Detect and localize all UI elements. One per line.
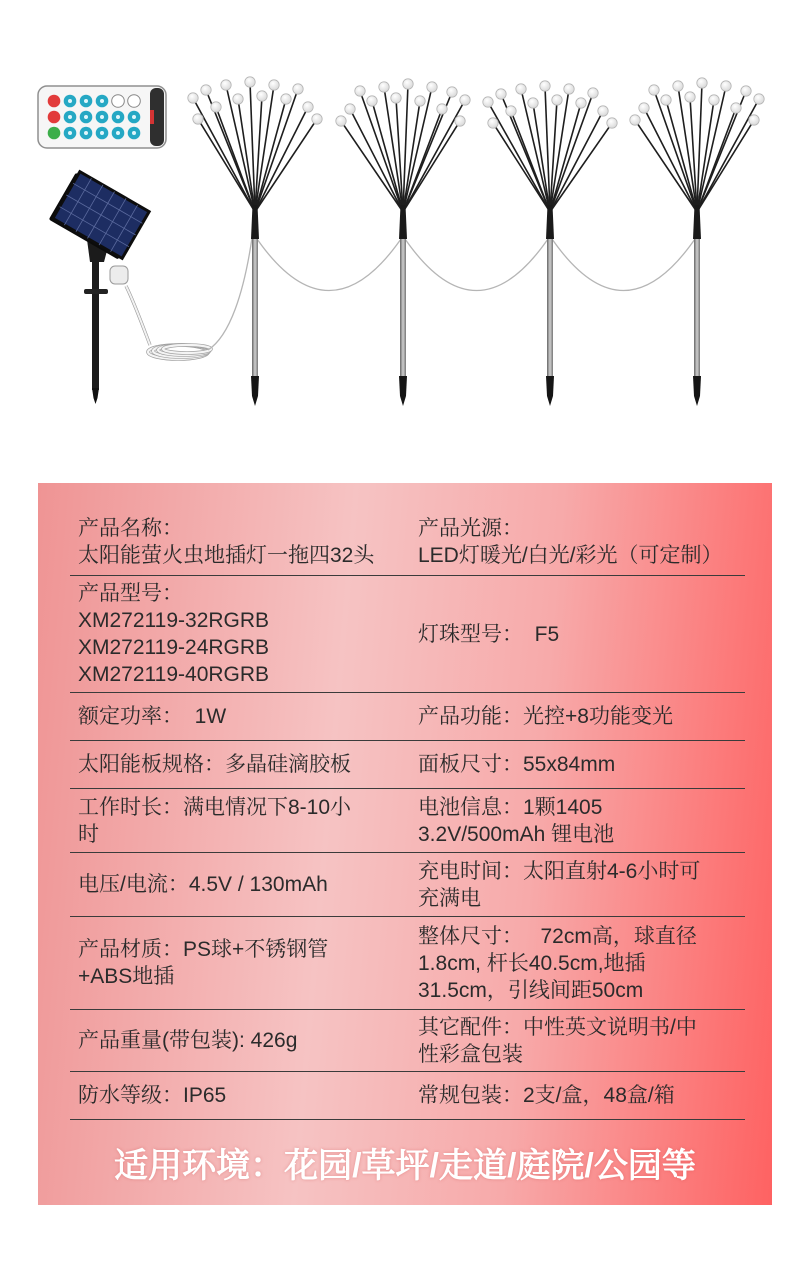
spec-light-source: [410, 508, 745, 575]
spec-row: [70, 789, 745, 853]
firefly-stem: [635, 120, 697, 212]
spec-accessories: [410, 1010, 745, 1071]
firefly-bulb: [721, 81, 731, 91]
firefly-stem: [216, 107, 255, 212]
firefly-bulb: [516, 84, 526, 94]
solar-panel-body: [49, 170, 149, 261]
light-pole: [547, 238, 553, 380]
firefly-bulb: [540, 81, 550, 91]
spec-panel-size: [410, 741, 745, 788]
panel-stake-tip: [92, 388, 99, 404]
spec-line: 产品光源：: [418, 516, 523, 540]
spec-line: 产品名称：: [78, 516, 183, 540]
remote-button: [48, 111, 61, 124]
product-illustration: [0, 0, 790, 480]
firefly-bulb: [685, 92, 695, 102]
spec-line: 太阳能萤火虫地插灯一拖四32头: [78, 543, 375, 567]
firefly-light: [188, 77, 322, 406]
panel-stake: [92, 256, 99, 390]
firefly-bulb: [355, 86, 365, 96]
firefly-bulb: [281, 94, 291, 104]
firefly-bulb: [598, 106, 608, 116]
firefly-bulb: [221, 80, 231, 90]
spec-line: 充电时间：太阳直射4-6小时可: [418, 859, 701, 883]
spec-battery: [410, 789, 745, 852]
panel-stake-plate: [84, 289, 108, 294]
remote-button-glyph: [84, 115, 88, 119]
light-link-wire: [403, 236, 550, 291]
stem-junction: [251, 205, 259, 239]
spec-overall-size: [410, 917, 745, 1009]
firefly-bulb: [639, 103, 649, 113]
spec-solar-panel: [70, 741, 410, 788]
spec-line: 常规包装：2支/盒，48盒/箱: [418, 1084, 675, 1107]
firefly-stem: [255, 99, 286, 212]
spec-row: [70, 1010, 745, 1072]
light-link-wire: [255, 236, 403, 291]
spec-bead-type: [410, 576, 745, 692]
firefly-stem: [341, 121, 403, 212]
firefly-light: [630, 78, 764, 406]
spec-model-number: [70, 576, 410, 692]
spec-line: 时: [78, 822, 99, 846]
firefly-stem: [255, 119, 317, 212]
spec-line: 31.5cm，引线间距50cm: [418, 978, 644, 1002]
spec-row: [70, 693, 745, 741]
spec-line: 产品型号：: [78, 582, 183, 605]
spec-waterproof: [70, 1072, 410, 1119]
spec-line: LED灯暖光/白光/彩光（可定制）: [418, 543, 723, 567]
firefly-bulb: [455, 116, 465, 126]
firefly-stem: [372, 101, 403, 212]
ground-spike: [693, 376, 701, 406]
light-pole: [694, 238, 700, 380]
firefly-bulb: [367, 96, 377, 106]
remote-button-glyph: [100, 131, 104, 135]
spec-line: +ABS地插: [78, 965, 175, 988]
firefly-bulb: [506, 106, 516, 116]
firefly-stem: [550, 123, 612, 212]
spec-line: XM272119-32RGRB: [78, 609, 270, 632]
remote-button: [48, 95, 61, 108]
firefly-bulb: [564, 84, 574, 94]
solar-panel: [49, 170, 149, 404]
remote-button-glyph: [68, 131, 72, 135]
spec-line: 电压/电流：4.5V / 130mAh: [78, 873, 328, 896]
spec-row: [70, 508, 745, 576]
spec-charging-time: [410, 853, 745, 916]
firefly-bulb: [731, 103, 741, 113]
firefly-bulb: [403, 79, 413, 89]
firefly-bulb: [211, 102, 221, 112]
connecting-wires: [126, 236, 697, 359]
firefly-bulb: [188, 93, 198, 103]
firefly-bulb: [607, 118, 617, 128]
remote-button-glyph: [84, 131, 88, 135]
remote-button-glyph: [68, 99, 72, 103]
spec-line: 面板尺寸：55x84mm: [418, 753, 616, 776]
firefly-bulb: [391, 93, 401, 103]
remote-button-glyph: [84, 99, 88, 103]
firefly-bulb: [749, 115, 759, 125]
spec-packaging: [410, 1072, 745, 1119]
firefly-stem: [550, 103, 581, 212]
firefly-bulb: [576, 98, 586, 108]
spec-line: 太阳能板规格：多晶硅滴胶板: [78, 753, 351, 776]
stem-junction: [693, 205, 701, 239]
firefly-bulb: [697, 78, 707, 88]
stem-junction: [546, 205, 554, 239]
spec-line: 产品功能：光控+8功能变光: [418, 705, 673, 728]
spec-row: [70, 741, 745, 789]
remote-button-glyph: [100, 99, 104, 103]
firefly-stem: [666, 100, 697, 212]
firefly-bulb: [336, 116, 346, 126]
spec-rated-power: [70, 693, 410, 740]
spec-working-time: [70, 789, 410, 852]
spec-line: 性彩盒包装: [418, 1042, 523, 1066]
firefly-bulb: [269, 80, 279, 90]
firefly-bulb: [630, 115, 640, 125]
firefly-bulb: [201, 85, 211, 95]
firefly-bulb: [379, 82, 389, 92]
firefly-bulb: [552, 95, 562, 105]
spec-row: [70, 576, 745, 693]
remote-control: [38, 86, 166, 148]
firefly-bulb: [496, 89, 506, 99]
spec-line: 额定功率： 1W: [78, 705, 227, 728]
spec-weight: [70, 1010, 410, 1071]
firefly-light: [336, 79, 470, 406]
remote-button-glyph: [68, 115, 72, 119]
firefly-bulb: [345, 104, 355, 114]
ground-spike: [251, 376, 259, 406]
spec-line: 产品重量(带包装): 426g: [78, 1029, 298, 1052]
firefly-bulb: [483, 97, 493, 107]
spec-line: 充满电: [418, 886, 481, 910]
spec-line: 其它配件：中性英文说明书/中: [418, 1015, 697, 1039]
solar-cable: [208, 238, 252, 350]
firefly-bulb: [460, 95, 470, 105]
light-pole: [400, 238, 406, 380]
spec-row: [70, 1072, 745, 1120]
firefly-bulb: [312, 114, 322, 124]
stem-junction: [399, 205, 407, 239]
spec-row: [70, 917, 745, 1010]
firefly-bulb: [447, 87, 457, 97]
firefly-bulb: [488, 118, 498, 128]
light-pole: [252, 238, 258, 380]
spec-row: [70, 853, 745, 917]
spec-table: [70, 508, 745, 1120]
firefly-bulb: [415, 96, 425, 106]
firefly-bulb: [233, 94, 243, 104]
firefly-bulb: [427, 82, 437, 92]
firefly-bulb: [588, 88, 598, 98]
firefly-bulb: [193, 114, 203, 124]
spec-material: [70, 917, 410, 1009]
spec-product-name: [70, 508, 410, 575]
remote-button-glyph: [132, 131, 136, 135]
application-scenarios: 适用环境：花园/草坪/走道/庭院/公园等: [114, 1147, 696, 1185]
spec-line: 灯珠型号： F5: [418, 622, 560, 646]
firefly-bulb: [528, 98, 538, 108]
spec-line: 1.8cm, 杆长40.5cm,地插: [418, 951, 646, 975]
spec-line: 电池信息：1颗1405: [418, 795, 603, 819]
remote-button-glyph: [116, 115, 120, 119]
spec-line: 3.2V/500mAh 锂电池: [418, 822, 615, 846]
spec-function: [410, 693, 745, 740]
firefly-bulb: [741, 86, 751, 96]
ground-spike: [546, 376, 554, 406]
remote-button: [112, 95, 125, 108]
spec-line: 防水等级：IP65: [78, 1084, 227, 1107]
remote-button-glyph: [132, 115, 136, 119]
spec-line: 工作时长：满电情况下8-10小: [78, 795, 352, 819]
firefly-bulb: [257, 91, 267, 101]
cable-connector: [110, 266, 128, 284]
firefly-bulb: [754, 94, 764, 104]
spec-line: XM272119-24RGRB: [78, 636, 270, 659]
spec-voltage-current: [70, 853, 410, 916]
spec-panel: [38, 483, 772, 1205]
spec-line: XM272119-40RGRB: [78, 663, 270, 686]
spec-line: 整体尺寸： 72cm高，球直径: [418, 924, 697, 948]
remote-button: [48, 127, 61, 140]
firefly-stem: [198, 119, 255, 212]
firefly-bulb: [709, 95, 719, 105]
ground-spike: [399, 376, 407, 406]
solar-cable: [126, 286, 150, 345]
remote-button-glyph: [116, 131, 120, 135]
firefly-bulb: [303, 102, 313, 112]
firefly-bulb: [293, 84, 303, 94]
light-link-wire: [550, 236, 697, 291]
firefly-bulb: [437, 104, 447, 114]
remote-button-glyph: [100, 115, 104, 119]
firefly-bulb: [649, 85, 659, 95]
firefly-bulb: [661, 95, 671, 105]
remote-button: [128, 95, 141, 108]
firefly-light: [483, 81, 617, 406]
firefly-bulb: [245, 77, 255, 87]
remote-indicator: [150, 110, 154, 124]
spec-line: 产品材质：PS球+不锈钢管: [78, 938, 329, 961]
firefly-bulb: [673, 81, 683, 91]
